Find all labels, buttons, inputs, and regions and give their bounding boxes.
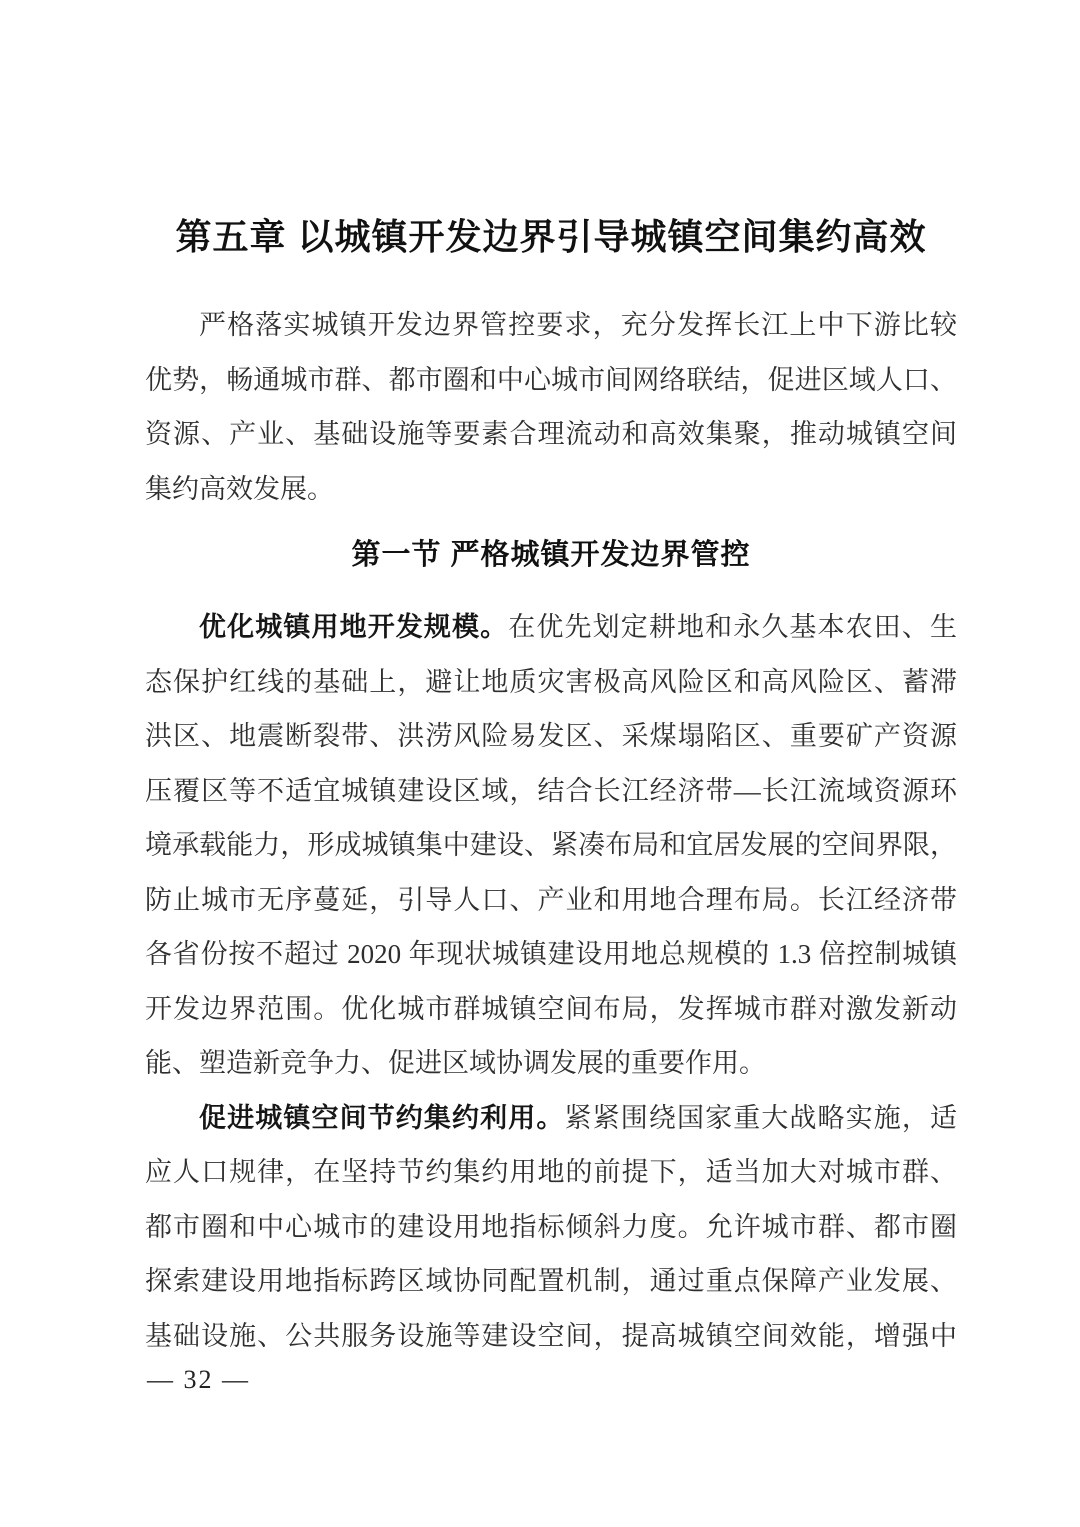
paragraph-text: 基础设施、公共服务设施等建设空间，提高城镇空间效能，增强中 bbox=[145, 1320, 957, 1351]
body-line bbox=[145, 1309, 957, 1364]
paragraph-text: 各省份按不超过 2020 年现状城镇建设用地总规模的 1.3 倍控制城镇 bbox=[145, 939, 957, 970]
paragraph-text: 开发边界范围。优化城市群城镇空间布局，发挥城市群对激发新动 bbox=[145, 993, 957, 1024]
paragraph-text: 探索建设用地指标跨区域协同配置机制，通过重点保障产业发展、 bbox=[145, 1266, 957, 1297]
paragraph-text: 态保护红线的基础上，避让地质灾害极高风险区和高风险区、蓄滞 bbox=[145, 666, 957, 697]
body-line bbox=[145, 927, 957, 982]
body-line bbox=[145, 1254, 957, 1309]
body-line bbox=[145, 764, 957, 819]
paragraph-text: 资源、产业、基础设施等要素合理流动和高效集聚，推动城镇空间 bbox=[145, 419, 957, 449]
body-line bbox=[145, 709, 957, 764]
paragraph-text: 都市圈和中心城市的建设用地指标倾斜力度。允许城市群、都市圈 bbox=[145, 1211, 957, 1242]
paragraph-text: 防止城市无序蔓延，引导人口、产业和用地合理布局。长江经济带 bbox=[145, 884, 957, 915]
body-line bbox=[145, 1091, 957, 1146]
paragraph-text: 应人口规律，在坚持节约集约用地的前提下，适当加大对城市群、 bbox=[145, 1157, 957, 1188]
body-line bbox=[145, 462, 957, 517]
body-line bbox=[145, 1036, 957, 1091]
chapter-title: 第五章 以城镇开发边界引导城镇空间集约高效 bbox=[175, 216, 927, 257]
body-line bbox=[145, 1200, 957, 1255]
body-line bbox=[145, 1145, 957, 1200]
body-line bbox=[145, 873, 957, 928]
body-line bbox=[145, 298, 957, 353]
paragraph-text: 严格落实城镇开发边界管控要求，充分发挥长江上中下游比较 bbox=[199, 310, 957, 340]
intro-paragraphs bbox=[145, 298, 957, 516]
paragraph-text: 能、塑造新竞争力、促进区域协调发展的重要作用。 bbox=[145, 1048, 766, 1079]
body-line bbox=[145, 407, 957, 462]
paragraph-lead-bold: 促进城镇空间节约集约利用。 bbox=[199, 1102, 565, 1133]
paragraph-lead-bold: 优化城镇用地开发规模。 bbox=[199, 612, 509, 643]
paragraph-text: 在优先划定耕地和永久基本农田、生 bbox=[508, 612, 958, 643]
paragraph-text: 优势，畅通城市群、都市圈和中心城市间网络联结，促进区域人口、 bbox=[145, 364, 957, 395]
body-line bbox=[145, 600, 957, 655]
body-line bbox=[145, 353, 957, 408]
paragraph-text: 境承载能力，形成城镇集中建设、紧凑布局和宜居发展的空间界限， bbox=[145, 830, 957, 861]
paragraph-text: 紧紧围绕国家重大战略实施，适 bbox=[564, 1102, 957, 1133]
page-number: — 32 — bbox=[147, 1365, 250, 1395]
body-line bbox=[145, 818, 957, 873]
body-line bbox=[145, 982, 957, 1037]
paragraph-text: 集约高效发展。 bbox=[145, 473, 334, 504]
paragraph-text: 洪区、地震断裂带、洪涝风险易发区、采煤塌陷区、重要矿产资源 bbox=[145, 721, 957, 752]
section-title: 第一节 严格城镇开发边界管控 bbox=[351, 539, 751, 571]
body-line bbox=[145, 655, 957, 710]
paragraph-text: 压覆区等不适宜城镇建设区域，结合长江经济带—长江流域资源环 bbox=[145, 775, 957, 806]
section-paragraphs bbox=[145, 600, 957, 1363]
page-content bbox=[0, 213, 1080, 1396]
